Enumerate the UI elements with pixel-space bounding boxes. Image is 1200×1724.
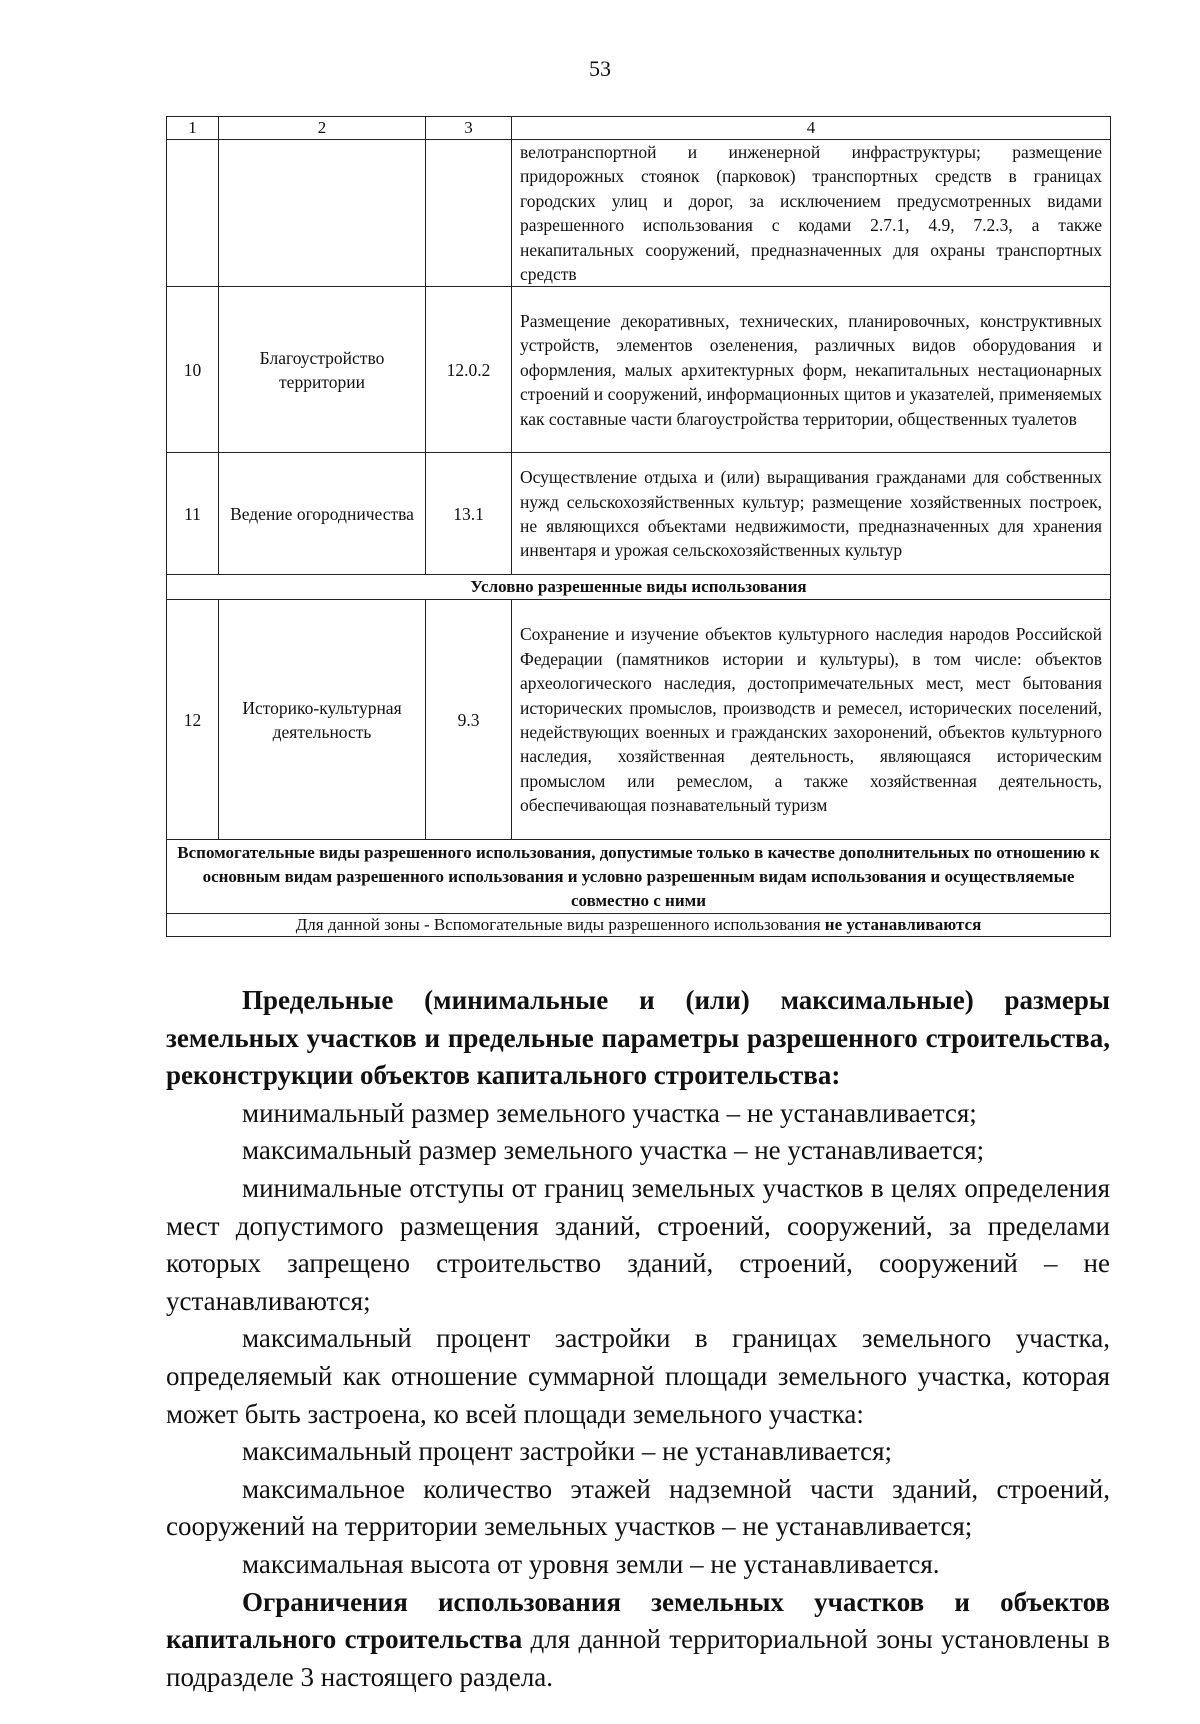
row-number: 11 xyxy=(167,453,219,575)
page-number: 53 xyxy=(589,56,611,81)
header-col-2: 2 xyxy=(219,117,426,140)
use-type-code: 12.0.2 xyxy=(426,287,512,453)
paragraph-max-height: максимальная высота от уровня земли – не устанавливается. xyxy=(242,1548,940,1579)
paragraph-max-coverage: максимальный процент застройки – не устанавливается; xyxy=(242,1436,893,1467)
use-type-code: 13.1 xyxy=(426,453,512,575)
use-type-description: Сохранение и изучение объектов культурного наследия народов Российской Федерации (памятников истории и культуры), в том числе: объектов археологического наследия, достопримечательных мест, мест бытования исторических промыслов, производств и ремесел, исторических поселений, недействующих военных и гражданских захоронений, объектов культурного наследия, хозяйственная деятельность, являющаяся историческим промыслом или ремеслом, а также хозяйственная деятельность, обеспечивающая познавательный туризм xyxy=(512,600,1111,840)
row-number: 12 xyxy=(167,600,219,840)
use-type-name: Благоустройство территории xyxy=(219,287,426,453)
row-number: 10 xyxy=(167,287,219,453)
use-type-code: 9.3 xyxy=(426,600,512,840)
use-type-name: Историко-культурная деятельность xyxy=(219,600,426,840)
auxiliary-uses-note-row xyxy=(167,914,1111,937)
paragraph-min-plot-size: минимальный размер земельного участка – не устанавливается; xyxy=(242,1097,977,1128)
auxiliary-uses-heading-row xyxy=(167,840,1111,914)
paragraph-min-setbacks: минимальные отступы от границ земельных участков в целях определения мест допустимого размещения зданий, строений, сооружений, за пределами которых запрещено строительство зданий, строений, сооружений – не устанавливаются; xyxy=(166,1172,1110,1316)
paragraph-max-coverage-definition: максимальный процент застройки в границах земельного участка, определяемый как отношение суммарной площади земельного участка, которая может быть застроена, ко всей площади земельного участка: xyxy=(166,1323,1110,1429)
row-number xyxy=(167,140,219,287)
auxiliary-note-prefix: Для данной зоны - Вспомогательные виды разрешенного использования xyxy=(295,915,825,935)
auxiliary-uses-note xyxy=(167,914,1111,937)
table-row xyxy=(167,453,1111,575)
parameters-section xyxy=(166,982,1110,1696)
header-col-1: 1 xyxy=(167,117,219,140)
header-col-4: 4 xyxy=(512,117,1111,140)
auxiliary-note-bold: не устанавливаются xyxy=(824,915,982,935)
use-type-name: Ведение огородничества xyxy=(219,453,426,575)
table-row xyxy=(167,140,1111,287)
table-header-row xyxy=(167,117,1111,140)
use-type-description: велотранспортной и инженерной инфраструктуры; размещение придорожных стоянок (парковок) транспортных средств в границах городских улиц и дорог, за исключением предусмотренных видами разрешенного использования с кодами 2.7.1, 4.9, 7.2.3, а также некапитальных сооружений, предназначенных для охраны транспортных средств xyxy=(512,140,1111,287)
use-type-code xyxy=(426,140,512,287)
paragraph-restrictions xyxy=(166,1584,1110,1697)
restrictions-rest: для данной территориальной зоны установлены в подразделе 3 настоящего раздела. xyxy=(166,1624,1110,1692)
header-col-3: 3 xyxy=(426,117,512,140)
paragraph-max-plot-size: максимальный размер земельного участка – не устанавливается; xyxy=(242,1135,985,1166)
parameters-heading: Предельные (минимальные и (или) максимальные) размеры земельных участков и предельные параметры разрешенного строительства, реконструкции объектов капитального строительства: xyxy=(166,985,1110,1091)
land-use-table xyxy=(166,116,1111,937)
table-row xyxy=(167,600,1111,840)
auxiliary-uses-heading: Вспомогательные виды разрешенного использования, допустимые только в качестве дополнительных по отношению к основным видам разрешенного использования и условно разрешенным видам использования и осуществляемые совместно с ними xyxy=(167,840,1111,914)
restrictions-bold: Ограничения использования земельных участков и объектов капитального строительства xyxy=(166,1586,1110,1655)
conditional-uses-heading: Условно разрешенные виды использования xyxy=(167,575,1111,600)
use-type-description: Осуществление отдыха и (или) выращивания гражданами для собственных нужд сельскохозяйственных культур; размещение хозяйственных построек, не являющихся объектами недвижимости, предназначенных для хранения инвентаря и урожая сельскохозяйственных культур xyxy=(512,453,1111,575)
conditional-uses-heading-row xyxy=(167,575,1111,600)
use-type-description: Размещение декоративных, технических, планировочных, конструктивных устройств, элементов озеленения, различных видов оборудования и оформления, малых архитектурных форм, некапитальных нестационарных строений и сооружений, информационных щитов и указателей, применяемых как составные части благоустройства территории, общественных туалетов xyxy=(512,287,1111,453)
table-row xyxy=(167,287,1111,453)
use-type-name xyxy=(219,140,426,287)
paragraph-max-floors: максимальное количество этажей надземной части зданий, строений, сооружений на территории земельных участков – не устанавливается; xyxy=(166,1473,1110,1542)
